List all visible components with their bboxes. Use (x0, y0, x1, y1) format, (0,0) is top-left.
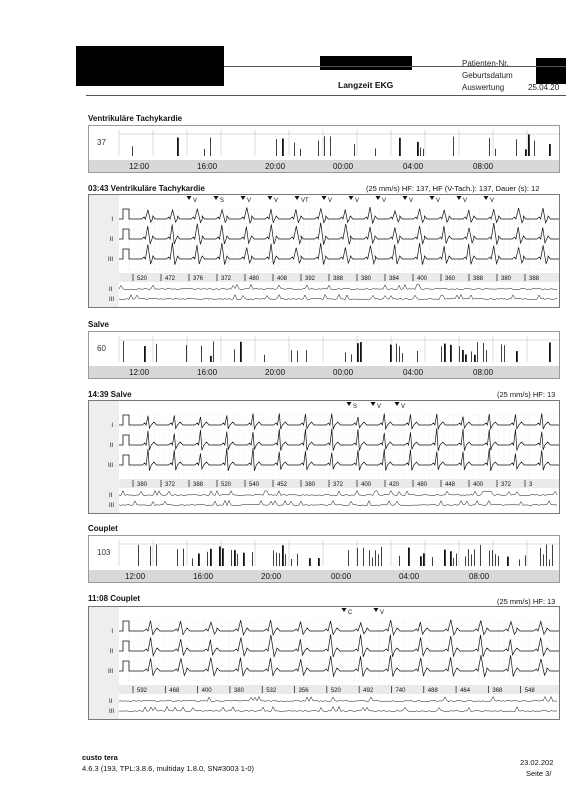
calibration-pulse (119, 229, 133, 239)
footer-date: 23.02.202 (520, 758, 554, 767)
time-tick: 08:00 (473, 368, 494, 377)
time-tick: 00:00 (333, 162, 354, 171)
trend-event-bar (453, 558, 454, 566)
time-tick: 08:00 (473, 162, 494, 171)
trend-event-bar (213, 342, 214, 362)
rr-interval: 592 (137, 688, 148, 694)
rhythm-lead-label: II (109, 287, 113, 293)
trend-event-bar (210, 549, 212, 566)
event-marker (268, 196, 273, 200)
birthdate-label: Geburtsdatum (462, 71, 513, 80)
event-marker (395, 402, 400, 406)
event-marker (347, 402, 352, 406)
event-marker-label: V (247, 198, 252, 204)
trend-event-bar (210, 138, 211, 156)
trend-event-bar (252, 552, 253, 566)
event-marker (214, 196, 219, 200)
trend-event-bar (306, 350, 307, 362)
rr-interval: 380 (501, 276, 512, 282)
trend-event-bar (297, 351, 298, 362)
lead-label: I (111, 629, 113, 635)
trend-event-bar (483, 343, 484, 362)
trend-event-bar (264, 355, 265, 362)
lead-label: I (111, 217, 113, 223)
event-marker (371, 402, 376, 406)
section-title-salve-trend: Salve (88, 320, 109, 329)
rr-interval: 388 (473, 276, 484, 282)
trend-event-bar (369, 550, 370, 566)
trend-event-bar (459, 346, 460, 362)
trend-event-bar (363, 548, 364, 566)
rr-interval: 400 (473, 482, 484, 488)
event-marker-label: S (353, 404, 358, 410)
trend-event-bar (138, 545, 139, 566)
ecg-strip-couplet (88, 606, 560, 720)
time-tick: 12:00 (125, 572, 146, 581)
rr-interval: 384 (389, 276, 400, 282)
trend-event-bar (396, 344, 397, 362)
trend-event-bar (402, 353, 403, 362)
trend-value: 37 (97, 138, 106, 147)
trend-event-bar (156, 344, 157, 362)
ecg-grid-and-traces (89, 195, 559, 307)
trend-event-bar (423, 149, 424, 156)
section-title-couplet-trend: Couplet (88, 524, 118, 533)
rhythm-lead-label: III (109, 503, 115, 509)
calibration-pulse (119, 661, 133, 671)
event-marker (295, 196, 300, 200)
trend-event-bar (372, 557, 373, 566)
rr-interval: 372 (165, 482, 176, 488)
event-marker-label: S (220, 198, 225, 204)
rr-interval: 368 (492, 688, 503, 694)
rr-interval: 420 (389, 482, 400, 488)
trend-event-bar (354, 144, 355, 156)
trend-event-bar (540, 548, 541, 566)
trend-event-bar (378, 554, 379, 566)
redacted-name-block (76, 46, 224, 86)
event-marker-label: V (490, 198, 495, 204)
trend-event-bar (462, 350, 464, 362)
event-marker-label: V (377, 404, 382, 410)
trend-event-bar (549, 144, 551, 156)
trend-event-bar (390, 345, 392, 362)
ecg-strip-salve (88, 400, 560, 514)
ecg-trace-lead (133, 620, 559, 635)
trend-event-bar (432, 557, 433, 566)
time-tick: 08:00 (469, 572, 490, 581)
trend-event-bar (279, 553, 280, 566)
trend-event-bar (282, 545, 284, 566)
rr-interval: 520 (137, 276, 148, 282)
trend-event-bar (276, 139, 277, 156)
trend-value: 103 (97, 548, 111, 557)
rr-interval: 488 (427, 688, 438, 694)
trend-event-bar (474, 355, 476, 362)
event-marker (376, 196, 381, 200)
trend-value: 60 (97, 344, 106, 353)
event-marker-label: C (348, 610, 353, 616)
trend-event-bar (471, 554, 472, 566)
rhythm-lead-label: II (109, 699, 113, 705)
ecg-trace-lead (133, 655, 559, 676)
rr-interval: 388 (529, 276, 540, 282)
time-tick: 16:00 (193, 572, 214, 581)
trend-event-bar (495, 149, 496, 156)
event-marker (374, 608, 379, 612)
trend-event-bar (444, 550, 446, 566)
event-marker-label: V (328, 198, 333, 204)
trend-event-bar (456, 553, 457, 566)
event-marker (241, 196, 246, 200)
event-marker-label: V (463, 198, 468, 204)
lead-label: I (111, 423, 113, 429)
rr-interval: 468 (169, 688, 180, 694)
lead-label: III (107, 463, 113, 469)
time-tick: 20:00 (261, 572, 282, 581)
ecg-grid-and-traces (89, 607, 559, 719)
rhythm-trace (119, 294, 557, 299)
rr-interval: 388 (193, 482, 204, 488)
trend-event-bar (183, 549, 184, 566)
trend-event-bar (375, 550, 376, 566)
rr-interval: 376 (193, 276, 204, 282)
trend-event-bar (468, 549, 469, 566)
trend-event-bar (156, 545, 157, 566)
trend-event-bar (273, 550, 274, 566)
event-marker (430, 196, 435, 200)
event-marker (484, 196, 489, 200)
ecg-grid-and-traces (89, 401, 559, 513)
time-tick: 04:00 (403, 162, 424, 171)
trend-event-bar (276, 553, 277, 566)
trend-event-bar (309, 558, 311, 566)
trend-event-bar (234, 349, 235, 362)
rr-interval: 392 (305, 276, 316, 282)
rr-interval: 492 (363, 688, 374, 694)
trend-event-bar (525, 149, 527, 156)
trend-event-bar (210, 356, 212, 362)
trend-event-bar (423, 553, 425, 566)
rr-interval: 400 (361, 482, 372, 488)
rhythm-lead-label: III (109, 709, 115, 715)
rr-interval: 372 (221, 276, 232, 282)
header-rule (224, 66, 566, 67)
evaluation-label: Auswertung (462, 83, 505, 92)
rr-interval: 472 (165, 276, 176, 282)
calibration-pulse (119, 641, 133, 651)
ecg-trace-lead (133, 243, 559, 265)
rhythm-trace (119, 500, 557, 505)
ecg-trace-lead (133, 634, 559, 657)
trend-event-bar (234, 550, 236, 566)
footer-page: Seite 3/ (526, 769, 552, 778)
trend-event-bar (549, 343, 551, 362)
trend-event-bar (492, 550, 493, 566)
trend-event-bar (222, 548, 224, 566)
trend-event-bar (207, 552, 208, 566)
couplet-trend-chart (88, 535, 560, 583)
rhythm-trace (119, 491, 557, 496)
calibration-pulse (119, 415, 133, 425)
ecg-trace-lead (133, 223, 559, 245)
calibration-pulse (119, 435, 133, 445)
lead-label: III (107, 669, 113, 675)
footer-version: 4.6.3 (193, TPL:3.8.6, multiday 1.8.0, SN#3003 1-0) (82, 764, 255, 773)
event-marker-label: V (380, 610, 385, 616)
rhythm-lead-label: III (109, 297, 115, 303)
calibration-pulse (119, 455, 133, 465)
event-marker-label: V (274, 198, 279, 204)
trend-event-bar (417, 142, 419, 156)
event-marker (342, 608, 347, 612)
trend-event-bar (186, 345, 187, 362)
rhythm-trace (119, 697, 557, 702)
trend-events (89, 332, 559, 366)
trend-event-bar (294, 143, 295, 156)
rr-interval: 400 (417, 276, 428, 282)
trend-event-bar (420, 148, 421, 156)
lead-label: II (109, 649, 113, 655)
rr-interval: 372 (333, 482, 344, 488)
patient-nr-label: Patienten-Nr. (462, 59, 509, 68)
trend-event-bar (291, 559, 292, 566)
rr-interval: 520 (330, 688, 341, 694)
trend-event-bar (150, 546, 151, 566)
rhythm-lead-label: II (109, 493, 113, 499)
trend-event-bar (237, 554, 238, 566)
event-marker (322, 196, 327, 200)
trend-event-bar (198, 553, 200, 566)
time-tick: 12:00 (129, 368, 150, 377)
trend-event-bar (543, 554, 544, 566)
section-title-vt-strip: 03:43 Ventrikuläre Tachykardie (88, 184, 205, 193)
trend-event-bar (450, 551, 452, 566)
header-bottom-rule (86, 95, 566, 96)
strip-info: (25 mm/s) HF: 13 (497, 390, 556, 399)
trend-event-bar (504, 345, 505, 362)
time-tick: 00:00 (331, 572, 352, 581)
redacted-patient-id-block (536, 58, 566, 84)
trend-event-bar (465, 557, 466, 566)
trend-event-bar (282, 139, 284, 156)
rr-interval: 400 (201, 688, 212, 694)
section-title-couplet-strip: 11:08 Couplet (88, 594, 141, 603)
vt-trend-chart (88, 125, 560, 173)
rr-interval: 532 (266, 688, 277, 694)
trend-event-bar (177, 549, 178, 566)
trend-event-bar (231, 550, 232, 566)
trend-event-bar (549, 559, 550, 566)
trend-event-bar (123, 341, 124, 362)
event-marker (349, 196, 354, 200)
event-marker (187, 196, 192, 200)
trend-event-bar (444, 344, 446, 362)
trend-event-bar (357, 343, 359, 362)
trend-event-bar (453, 137, 454, 156)
ecg-trace-lead (133, 413, 559, 429)
trend-event-bar (528, 134, 530, 156)
event-marker-label: V (401, 404, 406, 410)
trend-event-bar (408, 548, 410, 566)
rr-interval: 360 (445, 276, 456, 282)
trend-event-bar (348, 550, 349, 566)
trend-event-bar (204, 149, 205, 156)
trend-event-bar (297, 554, 298, 566)
trend-event-bar (330, 136, 331, 156)
trend-event-bar (357, 548, 358, 566)
rhythm-trace (119, 706, 557, 711)
rr-interval: 388 (333, 276, 344, 282)
trend-event-bar (201, 346, 202, 362)
trend-event-bar (399, 346, 400, 362)
trend-event-bar (498, 556, 499, 566)
trend-event-bar (489, 551, 490, 566)
trend-event-bar (192, 558, 193, 566)
rr-interval: 480 (249, 276, 260, 282)
trend-event-bar (417, 351, 418, 362)
rr-interval: 548 (524, 688, 535, 694)
footer-software: custo tera (82, 753, 118, 762)
lead-label: II (109, 237, 113, 243)
rr-interval: 356 (298, 688, 309, 694)
section-title-salve-strip: 14:39 Salve (88, 390, 132, 399)
trend-event-bar (477, 342, 478, 362)
time-tick: 04:00 (403, 368, 424, 377)
trend-event-bar (375, 148, 376, 156)
trend-event-bar (132, 146, 133, 156)
trend-event-bar (399, 138, 401, 156)
trend-event-bar (465, 354, 467, 362)
trend-event-bar (420, 556, 422, 566)
lead-label: II (109, 443, 113, 449)
trend-event-bar (351, 354, 352, 362)
time-tick: 16:00 (197, 162, 218, 171)
event-marker-label: V (382, 198, 387, 204)
trend-event-bar (285, 554, 286, 566)
rr-interval: 520 (221, 482, 232, 488)
lead-label: III (107, 257, 113, 263)
event-marker-label: V (355, 198, 360, 204)
trend-event-bar (345, 352, 346, 362)
trend-event-bar (144, 346, 146, 362)
time-tick: 20:00 (265, 368, 286, 377)
trend-event-bar (318, 558, 320, 566)
trend-event-bar (381, 547, 382, 566)
event-marker (403, 196, 408, 200)
salve-trend-chart (88, 331, 560, 379)
trend-event-bar (360, 342, 362, 362)
rhythm-trace (119, 284, 557, 289)
rr-interval: 464 (460, 688, 471, 694)
rr-interval: 380 (233, 688, 244, 694)
calibration-pulse (119, 621, 133, 631)
ecg-strip-vt (88, 194, 560, 308)
rr-interval: 408 (277, 276, 288, 282)
trend-event-bar (516, 351, 518, 362)
calibration-pulse (119, 249, 133, 259)
rr-interval: 380 (305, 482, 316, 488)
time-tick: 04:00 (399, 572, 420, 581)
report-title: Langzeit EKG (338, 80, 394, 90)
trend-event-bar (501, 344, 502, 362)
time-tick: 16:00 (197, 368, 218, 377)
ecg-trace-lead (133, 448, 559, 471)
trend-events (89, 126, 559, 160)
trend-event-bar (300, 149, 301, 156)
section-title-vt-trend: Ventrikuläre Tachykardie (88, 114, 183, 123)
trend-event-bar (318, 141, 319, 156)
rr-interval: 372 (501, 482, 512, 488)
trend-event-bar (507, 557, 509, 566)
trend-event-bar (441, 346, 442, 362)
time-tick: 20:00 (265, 162, 286, 171)
trend-event-bar (291, 350, 292, 362)
strip-info: (25 mm/s) HF: 13 (497, 597, 556, 606)
event-marker (457, 196, 462, 200)
time-tick: 12:00 (129, 162, 150, 171)
rr-interval: 380 (137, 482, 148, 488)
trend-event-bar (534, 141, 535, 156)
trend-event-bar (474, 549, 475, 566)
trend-event-bar (399, 556, 400, 566)
trend-event-bar (546, 544, 547, 566)
rr-interval: 3 (529, 482, 533, 488)
trend-event-bar (219, 546, 221, 566)
trend-event-bar (486, 350, 487, 362)
trend-events (89, 536, 559, 570)
rr-interval: 452 (277, 482, 288, 488)
trend-event-bar (480, 545, 481, 566)
rr-interval: 380 (361, 276, 372, 282)
trend-event-bar (471, 351, 472, 362)
event-marker-label: V (409, 198, 414, 204)
strip-info: (25 mm/s) HF: 137, HF (V-Tach.): 137, Dauer (s): 12 (366, 184, 540, 193)
redacted-field-block (320, 56, 412, 70)
event-marker-label: V (436, 198, 441, 204)
trend-event-bar (516, 139, 517, 156)
trend-event-bar (450, 345, 452, 362)
evaluation-date: 25.04.20 (528, 83, 560, 92)
rr-interval: 540 (249, 482, 260, 488)
trend-event-bar (324, 136, 325, 156)
event-marker-label: VT (301, 198, 309, 204)
trend-event-bar (552, 545, 553, 566)
trend-event-bar (525, 555, 526, 566)
ecg-trace-lead (133, 207, 559, 223)
trend-event-bar (177, 138, 179, 156)
trend-event-bar (240, 342, 242, 362)
time-tick: 00:00 (333, 368, 354, 377)
calibration-pulse (119, 209, 133, 219)
ecg-trace-lead (133, 428, 559, 451)
rr-interval: 740 (395, 688, 406, 694)
trend-event-bar (243, 553, 245, 566)
event-marker-label: V (193, 198, 198, 204)
rr-interval: 448 (445, 482, 456, 488)
trend-event-bar (495, 554, 496, 566)
trend-event-bar (519, 559, 520, 566)
rr-interval: 480 (417, 482, 428, 488)
trend-event-bar (489, 138, 490, 156)
